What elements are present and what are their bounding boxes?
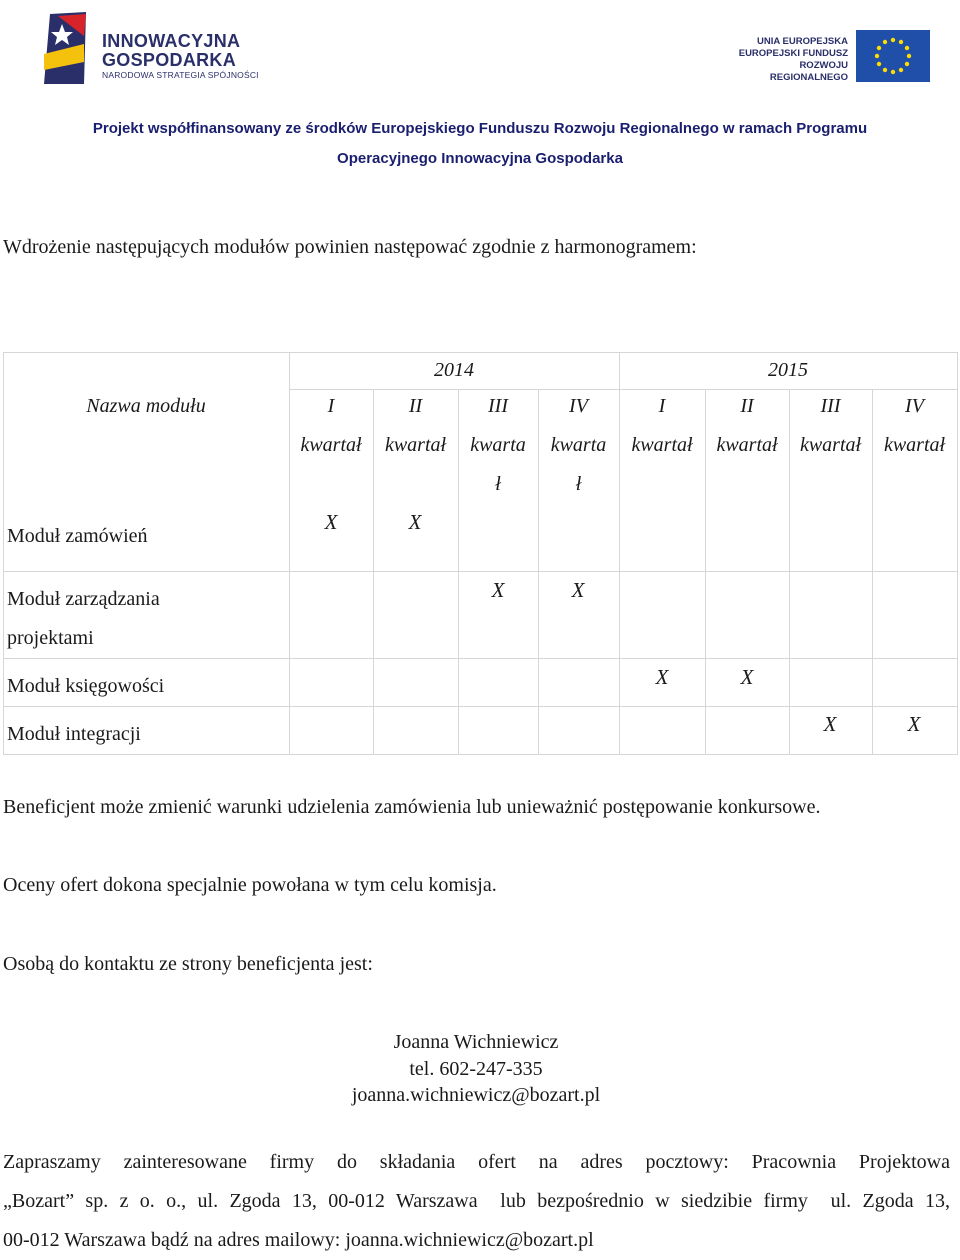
logo-right-line2: EUROPEJSKI FUNDUSZ bbox=[738, 48, 848, 59]
q-num-2014-4: IV bbox=[569, 395, 588, 417]
schedule-table bbox=[3, 352, 958, 755]
intro-text: Wdrożenie następujących modułów powinien następować zgodnie z harmonogramem: bbox=[3, 236, 697, 258]
q-word-2015-4: kwartał bbox=[883, 434, 946, 456]
row-module-accounting: Moduł księgowości bbox=[7, 675, 165, 697]
q-word-2015-1: kwartał bbox=[631, 434, 693, 456]
eu-erdf-logo bbox=[724, 28, 932, 84]
final-line-3: 00-012 Warszawa bądź na adres mailowy: joanna.wichniewicz@bozart.pl bbox=[3, 1229, 594, 1251]
flag-star-icon bbox=[40, 10, 92, 86]
row-module-integration: Moduł integracji bbox=[7, 723, 141, 745]
mark-integration-q4-2015: X bbox=[907, 712, 921, 736]
mark-projects-q3-2014: X bbox=[491, 578, 505, 602]
mark-accounting-q1-2015: X bbox=[655, 665, 669, 689]
paragraph-contact-intro: Osobą do kontaktu ze strony beneficjenta jest: bbox=[3, 953, 373, 975]
year-2015: 2015 bbox=[768, 359, 808, 381]
mark-accounting-q2-2015: X bbox=[740, 665, 754, 689]
logo-right-line1: UNIA EUROPEJSKA bbox=[757, 36, 848, 47]
q-num-2015-2: II bbox=[740, 395, 754, 417]
year-2014: 2014 bbox=[434, 359, 474, 381]
module-name-header: Nazwa modułu bbox=[86, 395, 206, 417]
logo-left-line3: NARODOWA STRATEGIA SPÓJNOŚCI bbox=[102, 70, 259, 80]
logo-left-line1: INNOWACYJNA bbox=[102, 31, 241, 51]
logo-left-line2: GOSPODARKA bbox=[102, 50, 237, 70]
paragraph-terms: Beneficjent może zmienić warunki udzielenia zamówienia lub unieważnić postępowanie konkursowe. bbox=[3, 796, 821, 818]
contact-name: Joanna Wichniewicz bbox=[393, 1031, 559, 1053]
mark-orders-q2-2014: X bbox=[408, 510, 422, 534]
eu-flag-icon bbox=[856, 30, 930, 82]
q-word-2014-1: kwartał bbox=[300, 434, 362, 456]
q-num-2015-4: IV bbox=[905, 395, 924, 417]
q-word-2014-2: kwartał bbox=[384, 434, 447, 456]
q-word-2014-3a: kwarta bbox=[470, 434, 526, 456]
q-word-2014-4a: kwarta bbox=[550, 434, 607, 456]
row-module-projects-a: Moduł zarządzania bbox=[7, 588, 160, 610]
q-num-2015-1: I bbox=[658, 395, 666, 417]
funding-line-1: Projekt współfinansowany ze środków Europejskiego Funduszu Rozwoju Regionalnego w ramach Programu bbox=[92, 120, 868, 137]
innowacyjna-gospodarka-logo bbox=[40, 10, 270, 88]
q-word-2015-2: kwartał bbox=[716, 434, 778, 456]
q-num-2014-2: II bbox=[408, 395, 423, 417]
q-word-2015-3: kwartał bbox=[799, 434, 862, 456]
q-num-2014-1: I bbox=[327, 395, 335, 417]
final-line-1: Zapraszamy zainteresowane firmy do składania ofert na adres pocztowy: Pracownia Projektowa bbox=[3, 1151, 950, 1173]
contact-email[interactable]: joanna.wichniewicz@bozart.pl bbox=[351, 1084, 601, 1106]
funding-line-2: Operacyjnego Innowacyjna Gospodarka bbox=[337, 150, 623, 167]
mark-projects-q4-2014: X bbox=[571, 578, 585, 602]
mark-integration-q3-2015: X bbox=[823, 712, 837, 736]
q-word-2014-4b: ł bbox=[575, 473, 582, 495]
logo-right-line3: ROZWOJU REGIONALNEGO bbox=[769, 60, 848, 83]
paragraph-commission: Oceny ofert dokona specjalnie powołana w tym celu komisja. bbox=[3, 874, 497, 896]
final-line-2: „Bozart” sp. z o. o., ul. Zgoda 13, 00-012 Warszawa lub bezpośrednio w siedzibie firmy ul. Zgoda 13, bbox=[3, 1190, 950, 1212]
mark-orders-q1-2014: X bbox=[324, 510, 338, 534]
q-num-2015-3: III bbox=[820, 395, 841, 417]
row-module-projects-b: projektami bbox=[7, 627, 94, 649]
contact-phone: tel. 602-247-335 bbox=[409, 1058, 543, 1080]
q-num-2014-3: III bbox=[488, 395, 508, 417]
row-module-orders: Moduł zamówień bbox=[7, 525, 148, 547]
q-word-2014-3b: ł bbox=[495, 473, 501, 495]
final-paragraph bbox=[3, 1143, 950, 1260]
